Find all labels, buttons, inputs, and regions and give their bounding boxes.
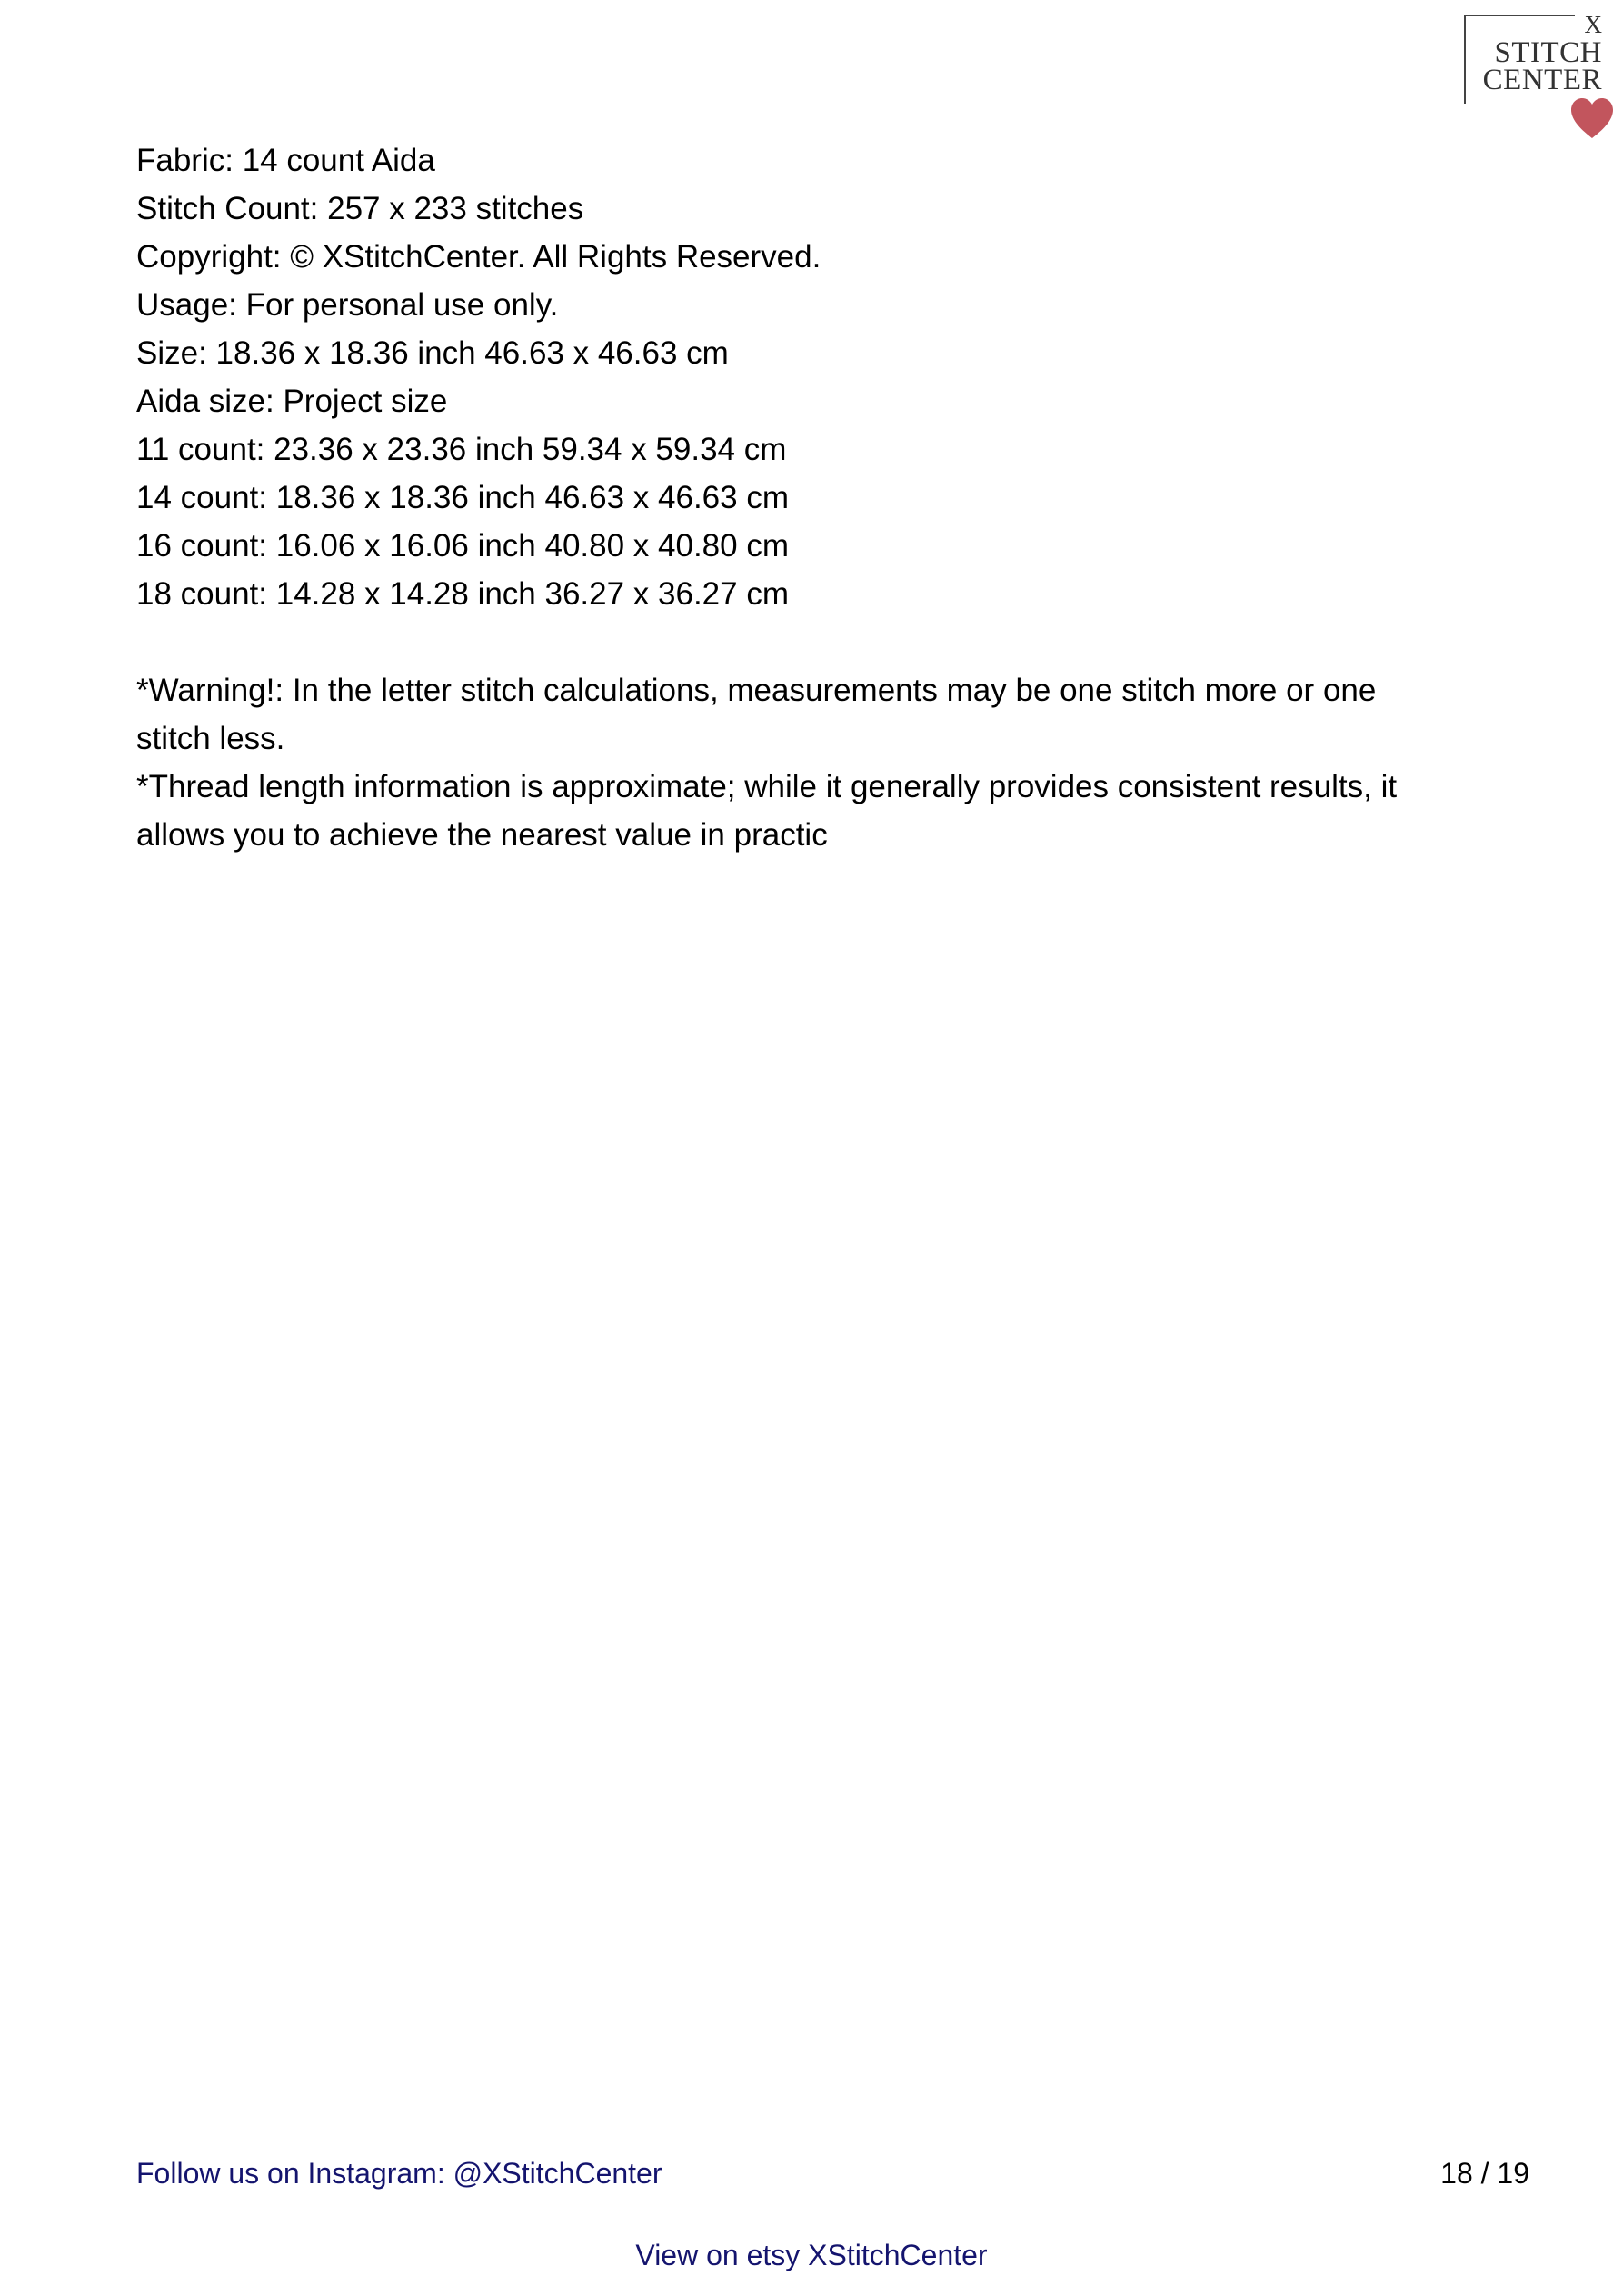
warning-note: *Warning!: In the letter stitch calculations, measurements may be one stitch more or one stitch less.: [136, 673, 1377, 756]
thread-length-note: *Thread length information is approximate; while it generally provides consistent results, it allows you to achieve the nearest value in practic: [136, 769, 1398, 853]
copyright-line: Copyright: © XStitchCenter. All Rights Reserved.: [136, 239, 821, 275]
usage-line: Usage: For personal use only.: [136, 287, 559, 323]
instagram-link[interactable]: Follow us on Instagram: @XStitchCenter: [136, 2157, 662, 2190]
count-18-line: 18 count: 14.28 x 14.28 inch 36.27 x 36.27 cm: [136, 576, 789, 612]
etsy-link[interactable]: View on etsy XStitchCenter: [635, 2239, 988, 2271]
heart-icon: [1569, 96, 1615, 140]
logo-x-text: X: [1584, 11, 1602, 38]
notes-section: [136, 666, 1454, 859]
logo-center-text: CENTER: [1482, 64, 1602, 96]
aida-size-line: Aida size: Project size: [136, 384, 448, 419]
count-16-line: 16 count: 16.06 x 16.06 inch 40.80 x 40.80 cm: [136, 528, 789, 564]
fabric-line: Fabric: 14 count Aida: [136, 143, 435, 178]
xstitchcenter-logo: [1464, 13, 1609, 149]
count-11-line: 11 count: 23.36 x 23.36 inch 59.34 x 59.34 cm: [136, 432, 787, 467]
count-14-line: 14 count: 18.36 x 18.36 inch 46.63 x 46.63 cm: [136, 480, 789, 515]
size-line: Size: 18.36 x 18.36 inch 46.63 x 46.63 cm: [136, 335, 729, 371]
stitch-count-line: Stitch Count: 257 x 233 stitches: [136, 191, 584, 226]
logo-stitch-text: STITCH: [1494, 36, 1602, 69]
page-number: 18 / 19: [1440, 2157, 1529, 2190]
pattern-details: [136, 136, 1454, 859]
